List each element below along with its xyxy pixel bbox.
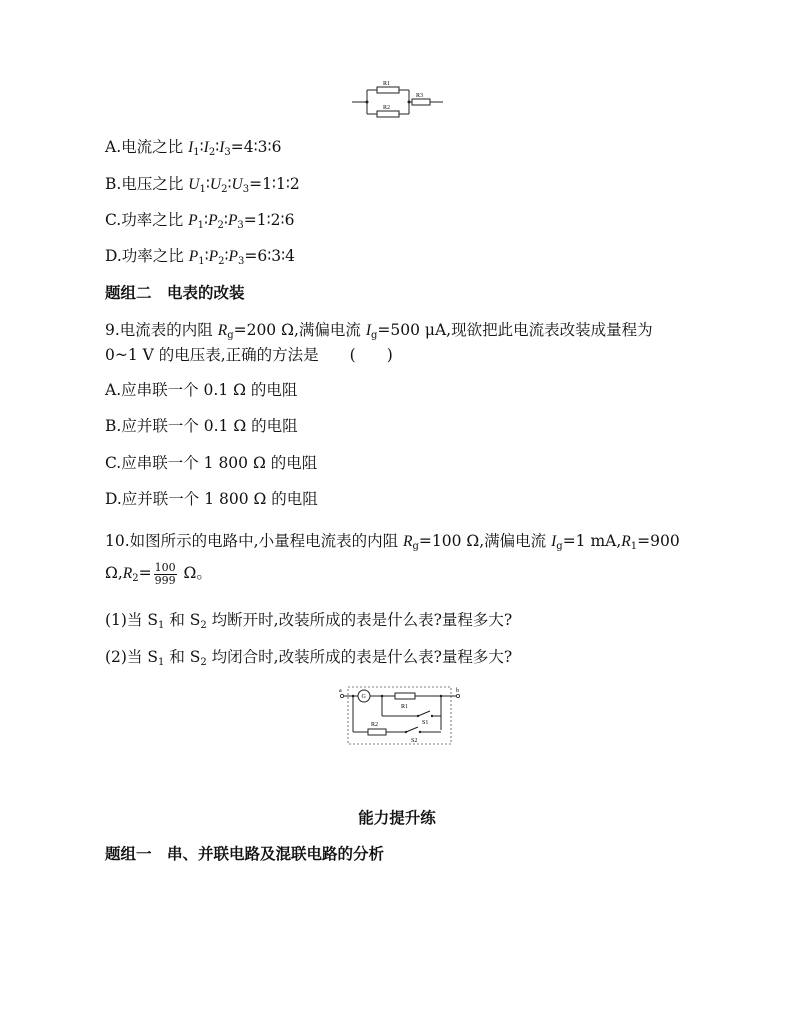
circuit-diagram-1 [350, 80, 445, 125]
galvanometer-label: G [361, 694, 366, 700]
label-r3: R3 [416, 93, 424, 99]
fraction-r2: $\frac{100}{999}$ [154, 560, 176, 587]
q10-stem-line2: $\Omega,R_2=$ $\frac{100}{999}$ Ω。 [105, 560, 212, 587]
section-heading-group1: 题组一 串、并联电路及混联电路的分析 [105, 844, 385, 863]
resistor-r1 [395, 693, 415, 699]
q8-option-b: B.电压之比 $U_1∶U_2∶U_3=1∶1∶2$ [105, 175, 300, 195]
q9-option-b: B.应并联一个 0.1 Ω 的电阻 [105, 417, 298, 435]
q9-stem-line1: 9.电流表的内阻 $R_g=200$ Ω,满偏电流 $I_g=500$ μA,现欲把此电流表改装成量程为 [105, 321, 653, 341]
terminal-a-label: a [339, 688, 342, 694]
terminal-b-label: b [456, 688, 459, 694]
q9-option-c: C.应串联一个 1 800 Ω 的电阻 [105, 454, 318, 472]
q10-stem-line1: 10.如图所示的电路中,小量程电流表的内阻 $R_g=100$ Ω,满偏电流 $I_g=1$ $mA,R_1=900$ [105, 532, 680, 552]
label-s2: S2 [411, 738, 418, 744]
resistor-r3 [412, 99, 430, 105]
section-title: 能力提升练 [358, 808, 436, 827]
resistor-r2 [368, 729, 386, 735]
label-r2: R2 [371, 722, 379, 728]
q8-option-c: C.功率之比 $P_1∶P_2∶P_3=1∶2∶6$ [105, 211, 295, 231]
resistor-r2 [377, 111, 399, 117]
q9-option-d: D.应并联一个 1 800 Ω 的电阻 [105, 490, 318, 508]
circuit-diagram-2 [338, 684, 463, 749]
switch-s1 [418, 711, 430, 716]
label-r1: R1 [401, 704, 409, 710]
q9-stem-line2: 0~1 V 的电压表,正确的方法是 ( ) [105, 346, 393, 364]
label-r1: R1 [383, 81, 391, 87]
section-heading-group2: 题组二 电表的改装 [105, 283, 245, 302]
q8-option-a: A.电流之比 $I_1∶I_2∶I_3=4∶3∶6$ [105, 138, 282, 158]
label-s1: S1 [422, 720, 429, 726]
label-r2: R2 [383, 105, 391, 111]
q10-subquestion-2: (2)当 $S_1$ 和 $S_2$ 均闭合时,改装所成的表是什么表?量程多大? [105, 648, 513, 668]
resistor-r1 [377, 87, 399, 93]
q10-subquestion-1: (1)当 $S_1$ 和 $S_2$ 均断开时,改装所成的表是什么表?量程多大? [105, 611, 513, 631]
q9-option-a: A.应串联一个 0.1 Ω 的电阻 [105, 381, 298, 399]
q8-option-d: D.功率之比 $P_1∶P_2∶P_3=6∶3∶4$ [105, 247, 295, 267]
switch-s2 [406, 727, 418, 732]
